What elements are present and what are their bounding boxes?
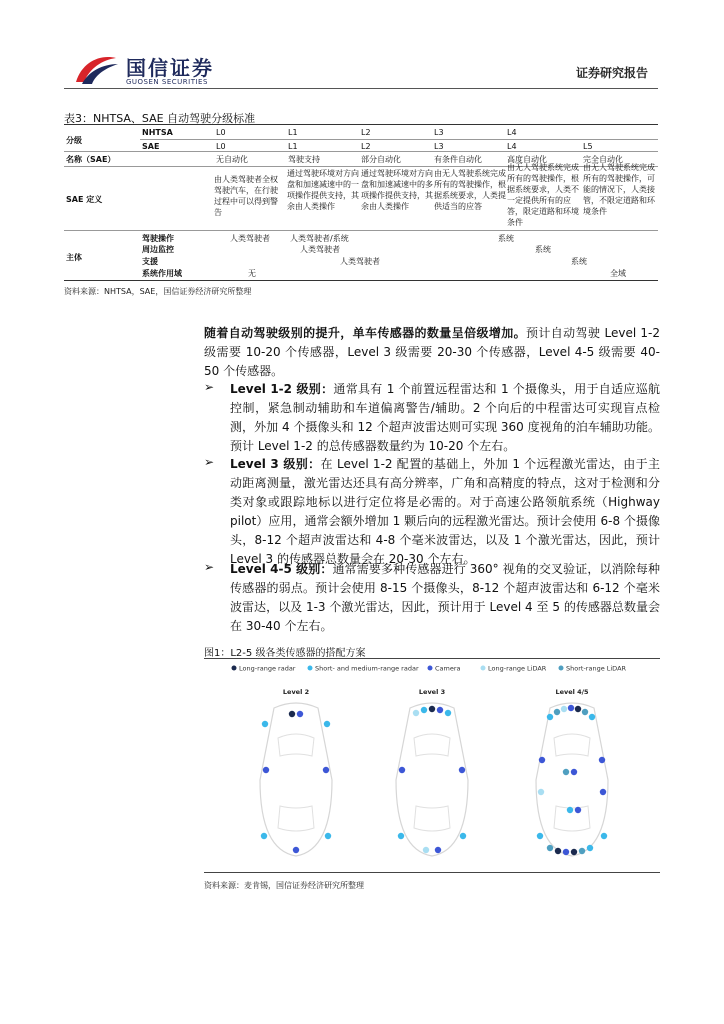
subject-value: 人类驾驶者/系统 [290,234,349,243]
short-range-lidar-dot [563,769,569,775]
short-range-lidar-dot [579,848,585,854]
long-range-radar-dot [555,848,561,854]
level-definition: 由无人驾驶系统完成所有的驾驶操作，可能的情况下，人类接管，不限定道路和环境条件 [583,163,655,216]
car-level-3 [396,688,468,856]
row-label-sae: SAE [142,142,160,151]
short-range-radar-dot [445,710,451,716]
svg-text:Long-range radar: Long-range radar [239,664,296,673]
level-name: 高度自动化 [507,155,547,164]
nhtsa-level: L3 [434,128,444,137]
camera-dot [563,849,569,855]
camera-dot [435,847,441,853]
subject-value: 无 [248,269,256,278]
subject-value: 人类驾驶者 [230,234,270,243]
svg-text:Long-range LiDAR: Long-range LiDAR [488,664,547,673]
svg-text:Camera: Camera [435,664,461,673]
camera-dot [600,789,606,795]
camera-dot [568,705,574,711]
row-label-definition: SAE 定义 [66,195,103,204]
table-top-rule [64,124,658,125]
level-definition: 通过驾驶环境对方向盘和加速减速中的一项操作提供支持，其余由人类操作 [287,169,359,211]
long-range-lidar-dot [423,847,429,853]
long-range-radar-dot [429,706,435,712]
row-label-name: 名称（SAE） [66,155,116,164]
svg-text:Short- and medium-range radar: Short- and medium-range radar [315,664,419,673]
subject-value: 系统 [571,257,587,266]
level-definition: 由无人驾驶系统完成所有的驾驶操作，根据系统要求，人类不一定提供所有的应答，限定道路和环境条件 [507,163,579,227]
figure-top-rule [204,658,660,659]
legend-item [308,665,419,673]
short-range-radar-dot [547,714,553,720]
logo-text: 国信证券 [126,56,214,80]
nhtsa-level: L4 [507,128,517,137]
sub-row-monitor: 周边监控 [142,245,174,254]
nhtsa-level: L0 [216,128,226,137]
legend [232,665,627,673]
subject-value: 全域 [610,269,626,278]
short-range-radar-dot [261,833,267,839]
sae-level: L3 [434,142,444,151]
intro-bold: 随着自动驾驶级别的提升，单车传感器的数量呈倍级增加。 [204,326,527,340]
sae-level: L1 [288,142,298,151]
nhtsa-level: L2 [361,128,371,137]
camera-dot [437,707,443,713]
legend-item [481,665,547,673]
figure-bottom-rule [204,872,660,873]
subject-value: 人类驾驶者 [340,257,380,266]
level-definition: 通过驾驶环境对方向盘和加速减速中的多项操作提供支持，其余由人类操作 [361,169,433,211]
short-range-radar-dot [601,833,607,839]
short-range-radar-dot [324,721,330,727]
bullet-icon: ➢ [204,455,215,469]
svg-text:Level 2: Level 2 [282,688,310,696]
short-range-radar-dot [460,833,466,839]
camera-dot [571,769,577,775]
bullet-icon: ➢ [204,380,215,394]
level-name: 驾驶支持 [288,155,320,164]
camera-dot [399,767,405,773]
bullet-level-4-5: Level 4-5 级别：通常需要多种传感器进行 360° 视角的交叉验证，以消除每种传感器的弱点。预计会使用 8-15 个摄像头，8-12 个超声波雷达和 6-12 个毫米波雷达，以及 1-3 个激光雷达，因此，预计用于 Level 4 至 5 的传感器总数量会在 30-40 个左右。 [230,562,660,633]
svg-text:Level 4/5: Level 4/5 [555,688,589,696]
figure-title: 图1：L2-5 级各类传感器的搭配方案 [204,648,366,659]
subject-value: 系统 [535,245,551,254]
logo-subtitle: GUOSEN SECURITIES [126,78,208,86]
table-title: 表3：NHTSA、SAE 自动驾驶分级标准 [64,112,256,125]
short-range-radar-dot [325,833,331,839]
row-label-subject: 主体 [66,253,82,262]
short-range-radar-dot [262,721,268,727]
short-range-radar-dot [537,833,543,839]
short-range-lidar-dot [547,845,553,851]
level-definition: 由无人驾驶系统完成所有的驾驶操作，根据系统要求，人类提供适当的应答 [434,169,506,211]
short-range-radar-dot [567,807,573,813]
table-bottom-rule [64,280,658,281]
short-range-radar-dot [589,714,595,720]
intro-text: 预计自动驾驶 Level 1-2 级需要 10-20 个传感器，Level 3 级需要 20-30 个传感器，Level 4-5 级需要 40-50 个传感器。 [204,326,660,378]
sae-level: L0 [216,142,226,151]
bullet-icon: ➢ [204,560,215,574]
row-label-nhtsa: NHTSA [142,128,173,137]
camera-dot [539,757,545,763]
subject-value: 系统 [498,234,514,243]
nhtsa-level: L1 [288,128,298,137]
level-name: 完全自动化 [583,155,623,164]
report-type: 证券研究报告 [576,66,649,80]
row-label-level: 分级 [66,136,82,145]
header-divider [64,88,658,89]
long-range-radar-dot [575,706,581,712]
logo-icon [72,52,120,88]
figure-source: 资料来源：麦肯锡，国信证券经济研究所整理 [204,881,364,890]
bullet-level-3: Level 3 级别：在 Level 1-2 配置的基础上，外加 1 个远程激光雷达，由于主动距离测量，激光雷达还具有高分辨率，广角和高精度的特点，这对于检测和分类对象或跟踪地标以进行定位将是必需的。对于高速公路领航系统（Highway pilot）应用，通常会额外增加 1 颗后向的远程激光雷达。预计会使用 6-8 个摄像头，8-12 个超声波雷达和 4-8 个毫米波雷达，以及 1 个激光雷达，因此，预计 Level 3 的传感器总数量会在 20-30 个左右。 [230,457,660,566]
svg-text:Level 3: Level 3 [418,688,446,696]
short-range-radar-dot [398,833,404,839]
camera-dot [263,767,269,773]
subject-value: 人类驾驶者 [300,245,340,254]
sub-row-support: 支援 [142,257,158,266]
bullet-level-1-2: Level 1-2 级别：通常具有 1 个前置远程雷达和 1 个摄像头，用于自适应巡航控制，紧急制动辅助和车道偏离警告/辅助。2 个向后的中程雷达可实现盲点检测，外加 4 个摄像头和 12 个超声波雷达则可实现 360 度视角的泊车辅助功能。预计 Level 1-2 的总传感器数量约为 10-20 个左右。 [230,382,660,453]
long-range-radar-dot [289,711,295,717]
camera-dot [293,847,299,853]
sae-level: L5 [583,142,593,151]
legend-item [428,665,461,673]
camera-dot [323,767,329,773]
level-name: 无自动化 [216,155,248,164]
camera-dot [459,767,465,773]
table-source: 资料来源：NHTSA，SAE，国信证券经济研究所整理 [64,287,252,296]
short-range-lidar-dot [554,709,560,715]
sub-row-scope: 系统作用域 [142,269,182,278]
short-range-lidar-dot [582,709,588,715]
camera-dot [297,711,303,717]
sensor-diagram [204,660,660,870]
car-level-2 [260,688,332,856]
sub-row-driving: 驾驶操作 [142,234,174,243]
level-name: 部分自动化 [361,155,401,164]
legend-item [559,665,627,673]
long-range-lidar-dot [561,706,567,712]
short-range-radar-dot [587,845,593,851]
legend-item [232,665,296,673]
long-range-radar-dot [571,849,577,855]
sae-level: L4 [507,142,517,151]
level-definition: 由人类驾驶者全权驾驶汽车，在行驶过程中可以得到警告 [214,175,278,217]
short-range-lidar-dot [538,789,544,795]
svg-text:Short-range LiDAR: Short-range LiDAR [566,664,627,673]
camera-dot [599,757,605,763]
camera-dot [575,807,581,813]
long-range-lidar-dot [413,710,419,716]
intro-paragraph [204,324,660,381]
sae-level: L2 [361,142,371,151]
level-name: 有条件自动化 [434,155,482,164]
short-range-radar-dot [421,707,427,713]
